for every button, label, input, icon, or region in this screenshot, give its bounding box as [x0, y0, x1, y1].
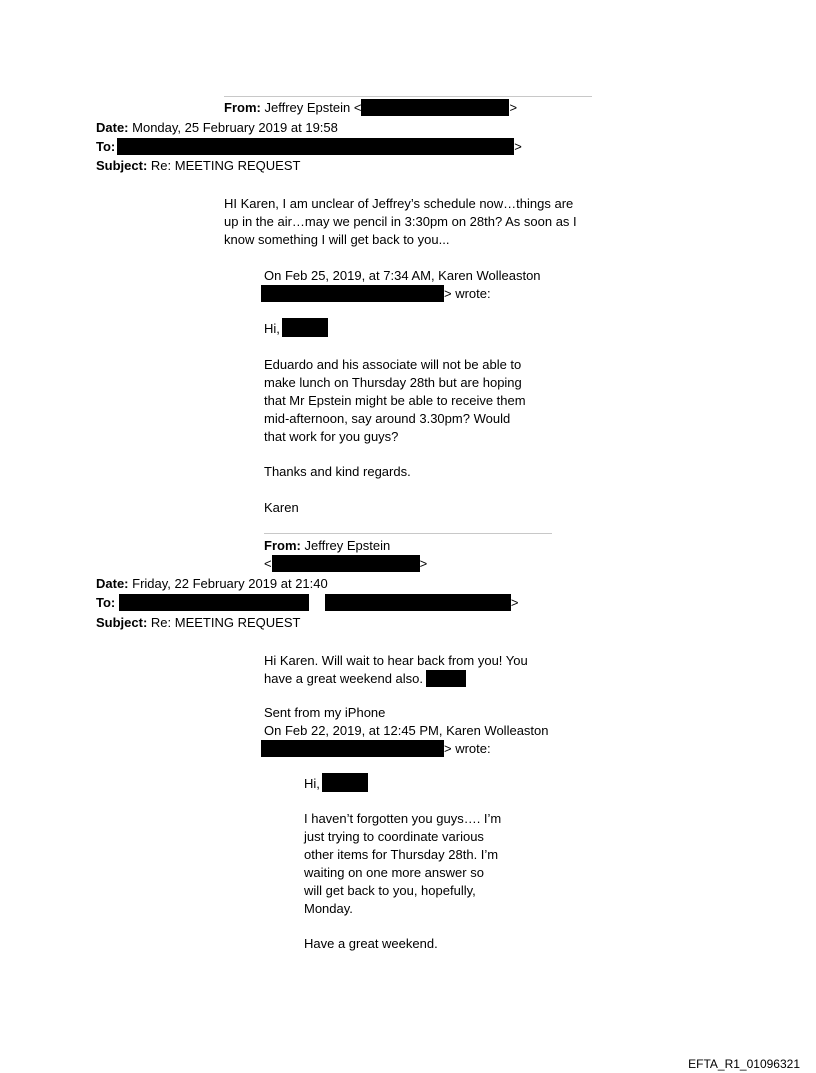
gt-char: >	[419, 556, 428, 571]
subject-line-1	[96, 157, 300, 174]
text-line: waiting on one more answer so	[304, 865, 484, 880]
text-line: Eduardo and his associate will not be able to	[264, 357, 522, 372]
subject-value: Re: MEETING REQUEST	[150, 615, 301, 630]
redaction-bar	[282, 318, 328, 337]
reply-body-2	[264, 652, 528, 688]
to-close: >	[514, 139, 522, 154]
from-name: Jeffrey Epstein <	[264, 100, 362, 115]
quote-wrote-line-1	[261, 285, 491, 302]
from-close: >	[509, 100, 518, 115]
to-line-2	[96, 594, 518, 611]
redaction-bar	[309, 594, 325, 611]
redaction-bar	[322, 773, 368, 792]
text-line: I haven’t forgotten you guys…. I’m	[304, 811, 502, 826]
header-divider-1	[224, 96, 592, 97]
from-label: From:	[224, 100, 261, 115]
redaction-bar	[272, 555, 420, 572]
from-address-line-2	[264, 555, 427, 572]
from-line-1	[224, 99, 517, 116]
subject-value: Re: MEETING REQUEST	[150, 158, 301, 173]
signature-karen: Karen	[264, 500, 299, 515]
text-segment: have a great weekend also.	[264, 671, 423, 686]
date-label: Date:	[96, 576, 129, 591]
subject-label: Subject:	[96, 615, 148, 630]
text-line: know something I will get back to you...	[224, 232, 450, 247]
redaction-bar	[119, 594, 309, 611]
text-line: will get back to you, hopefully,	[304, 883, 476, 898]
text-line: Hi Karen. Will wait to hear back from you! You	[264, 653, 528, 668]
date-line-1	[96, 119, 338, 136]
from-line-2	[264, 537, 390, 554]
quote-intro-2: On Feb 22, 2019, at 12:45 PM, Karen Wolleaston	[264, 723, 549, 738]
wrote-text: > wrote:	[444, 286, 491, 301]
greeting-text: Hi,	[304, 776, 320, 791]
quote-wrote-line-2	[261, 740, 491, 757]
reply-body-1	[224, 195, 577, 249]
to-label: To:	[96, 595, 116, 610]
subject-line-2	[96, 614, 300, 631]
greeting-2	[304, 775, 368, 792]
text-line: other items for Thursday 28th. I’m	[304, 847, 499, 862]
redaction-bar	[117, 138, 514, 155]
closing-line: Have a great weekend.	[304, 936, 438, 951]
sent-from-line: Sent from my iPhone	[264, 705, 386, 720]
quote-body-1	[264, 356, 526, 446]
lt-char: <	[264, 556, 272, 571]
from-name: Jeffrey Epstein	[304, 538, 391, 553]
quote-intro-1: On Feb 25, 2019, at 7:34 AM, Karen Wolleaston	[264, 268, 541, 283]
date-value: Monday, 25 February 2019 at 19:58	[132, 120, 338, 135]
redaction-bar	[361, 99, 509, 116]
header-divider-2	[264, 533, 552, 534]
text-line: up in the air…may we pencil in 3:30pm on 28th? As soon as I	[224, 214, 577, 229]
thanks-line: Thanks and kind regards.	[264, 464, 411, 479]
text-line: that work for you guys?	[264, 429, 399, 444]
text-line-with-redaction	[264, 670, 528, 688]
greeting-1	[264, 320, 328, 337]
to-label: To:	[96, 139, 116, 154]
subject-label: Subject:	[96, 158, 148, 173]
wrote-text: > wrote:	[444, 741, 491, 756]
text-line: mid-afternoon, say around 3.30pm? Would	[264, 411, 511, 426]
from-label: From:	[264, 538, 301, 553]
to-line-1	[96, 138, 522, 155]
text-line: make lunch on Thursday 28th but are hoping	[264, 375, 522, 390]
redaction-bar	[261, 740, 444, 757]
date-value: Friday, 22 February 2019 at 21:40	[132, 576, 328, 591]
redaction-bar	[261, 285, 444, 302]
text-line: just trying to coordinate various	[304, 829, 484, 844]
quote-body-2	[304, 810, 501, 918]
greeting-text: Hi,	[264, 321, 280, 336]
to-close: >	[510, 595, 519, 610]
text-line: Monday.	[304, 901, 353, 916]
text-line: HI Karen, I am unclear of Jeffrey’s schedule now…things are	[224, 196, 574, 211]
date-label: Date:	[96, 120, 129, 135]
text-line: that Mr Epstein might be able to receive them	[264, 393, 526, 408]
redaction-bar	[426, 670, 466, 687]
date-line-2	[96, 575, 328, 592]
document-id: EFTA_R1_01096321	[688, 1057, 800, 1071]
reply-footer-2	[264, 704, 549, 740]
redaction-bar	[325, 594, 511, 611]
